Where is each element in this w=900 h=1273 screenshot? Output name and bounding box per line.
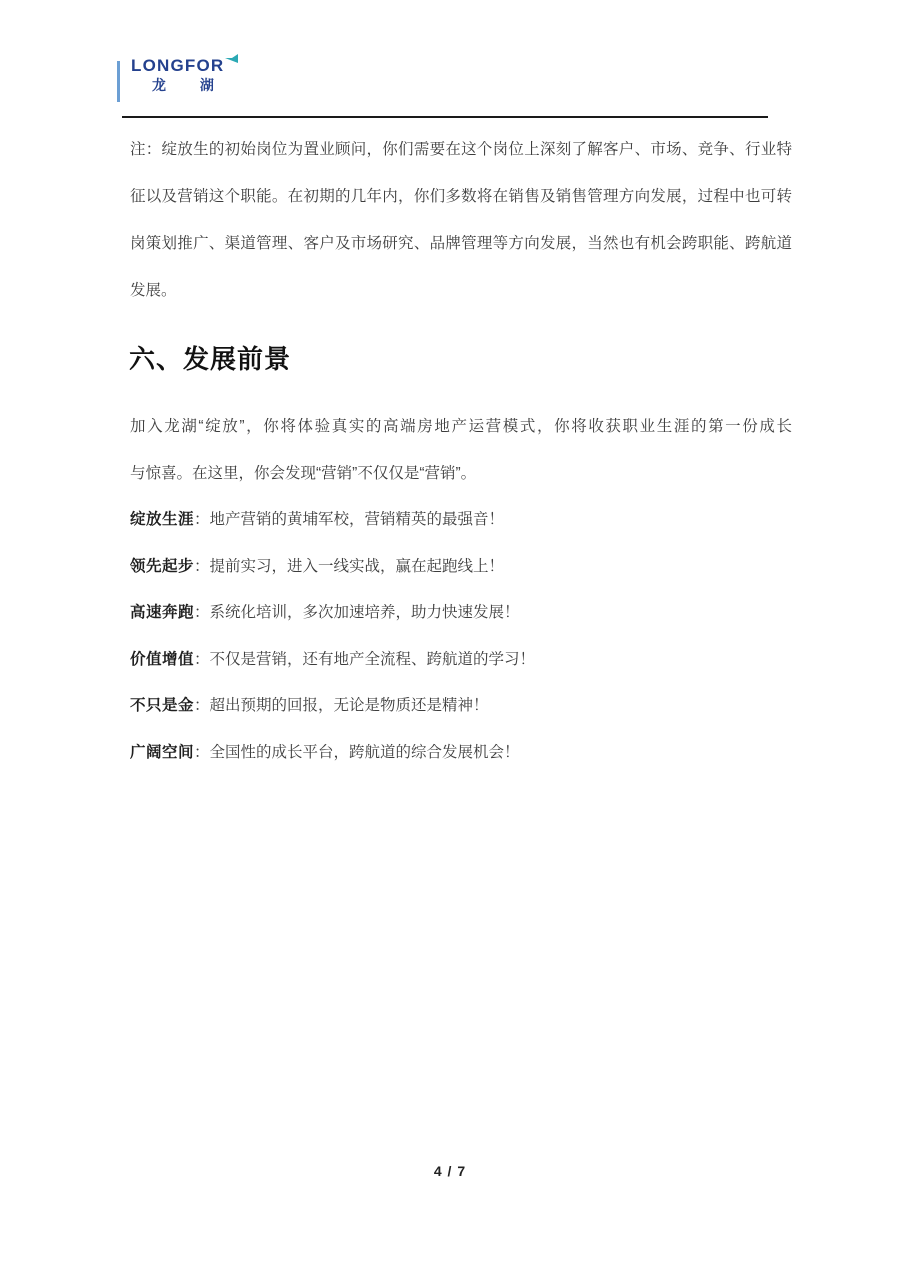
logo-chinese-name: 龙 湖 [152,77,229,93]
highlight-item [130,544,830,591]
highlight-label: 高速奔跑 [130,604,195,621]
highlight-separator: ： [194,557,210,575]
highlight-separator: ： [194,511,210,528]
longfor-corner-icon [225,53,238,69]
highlight-separator: ： [194,697,210,714]
page-footer [0,1163,900,1181]
highlight-separator: ： [194,743,210,761]
text-line: 征以及营销这个职能。在初期的几年内，你们多数将在销售及销售管理方向发展，过程中也可转 [130,188,792,205]
longfor-logo [131,57,238,92]
highlight-label: 绽放生涯 [130,511,195,528]
highlight-label: 价值增值 [130,650,195,668]
highlight-item [130,730,830,777]
highlight-text: 地产营销的黄埔军校，营销精英的最强音！ [209,511,505,528]
note-paragraph [130,126,792,314]
highlight-item [130,683,830,730]
highlight-item [130,497,830,544]
text-line: 发展。 [130,282,177,299]
highlight-text: 全国性的成长平台，跨航道的综合发展机会！ [209,743,520,761]
text-line: 岗策划推广、渠道管理、客户及市场研究、品牌管理等方向发展，当然也有机会跨职能、跨航道 [130,235,792,252]
section-heading: 六、发展前景 [129,344,292,374]
highlight-item [130,637,830,684]
highlight-item [130,590,830,637]
intro-paragraph [130,403,792,497]
logo-wordmark: LONGFOR [131,56,225,75]
highlights-list [130,497,830,776]
highlight-text: 系统化培训，多次加速培养，助力快速发展！ [209,604,520,621]
highlight-label: 领先起步 [130,557,195,575]
highlight-text: 提前实习，进入一线实战，赢在起跑线上！ [209,557,505,575]
highlight-separator: ： [194,650,210,668]
text-line: 注：绽放生的初始岗位为置业顾问，你们需要在这个岗位上深刻了解客户、市场、竞争、行业特 [130,141,792,158]
highlight-text: 不仅是营销，还有地产全流程、跨航道的学习！ [209,650,536,668]
text-line: 与惊喜。在这里，你会发现“营销”不仅仅是“营销”。 [130,465,477,482]
highlight-label: 广阔空间 [130,743,195,761]
header-divider-rule [122,116,768,118]
page-number: 4 / 7 [433,1163,467,1179]
highlight-text: 超出预期的回报，无论是物质还是精神！ [209,697,489,714]
logo-accent-bar [117,61,120,102]
highlight-separator: ： [194,604,210,621]
text-line: 加入龙湖“绽放”，你将体验真实的高端房地产运营模式，你将收获职业生涯的第一份成长 [130,418,792,435]
highlight-label: 不只是金 [130,697,195,714]
